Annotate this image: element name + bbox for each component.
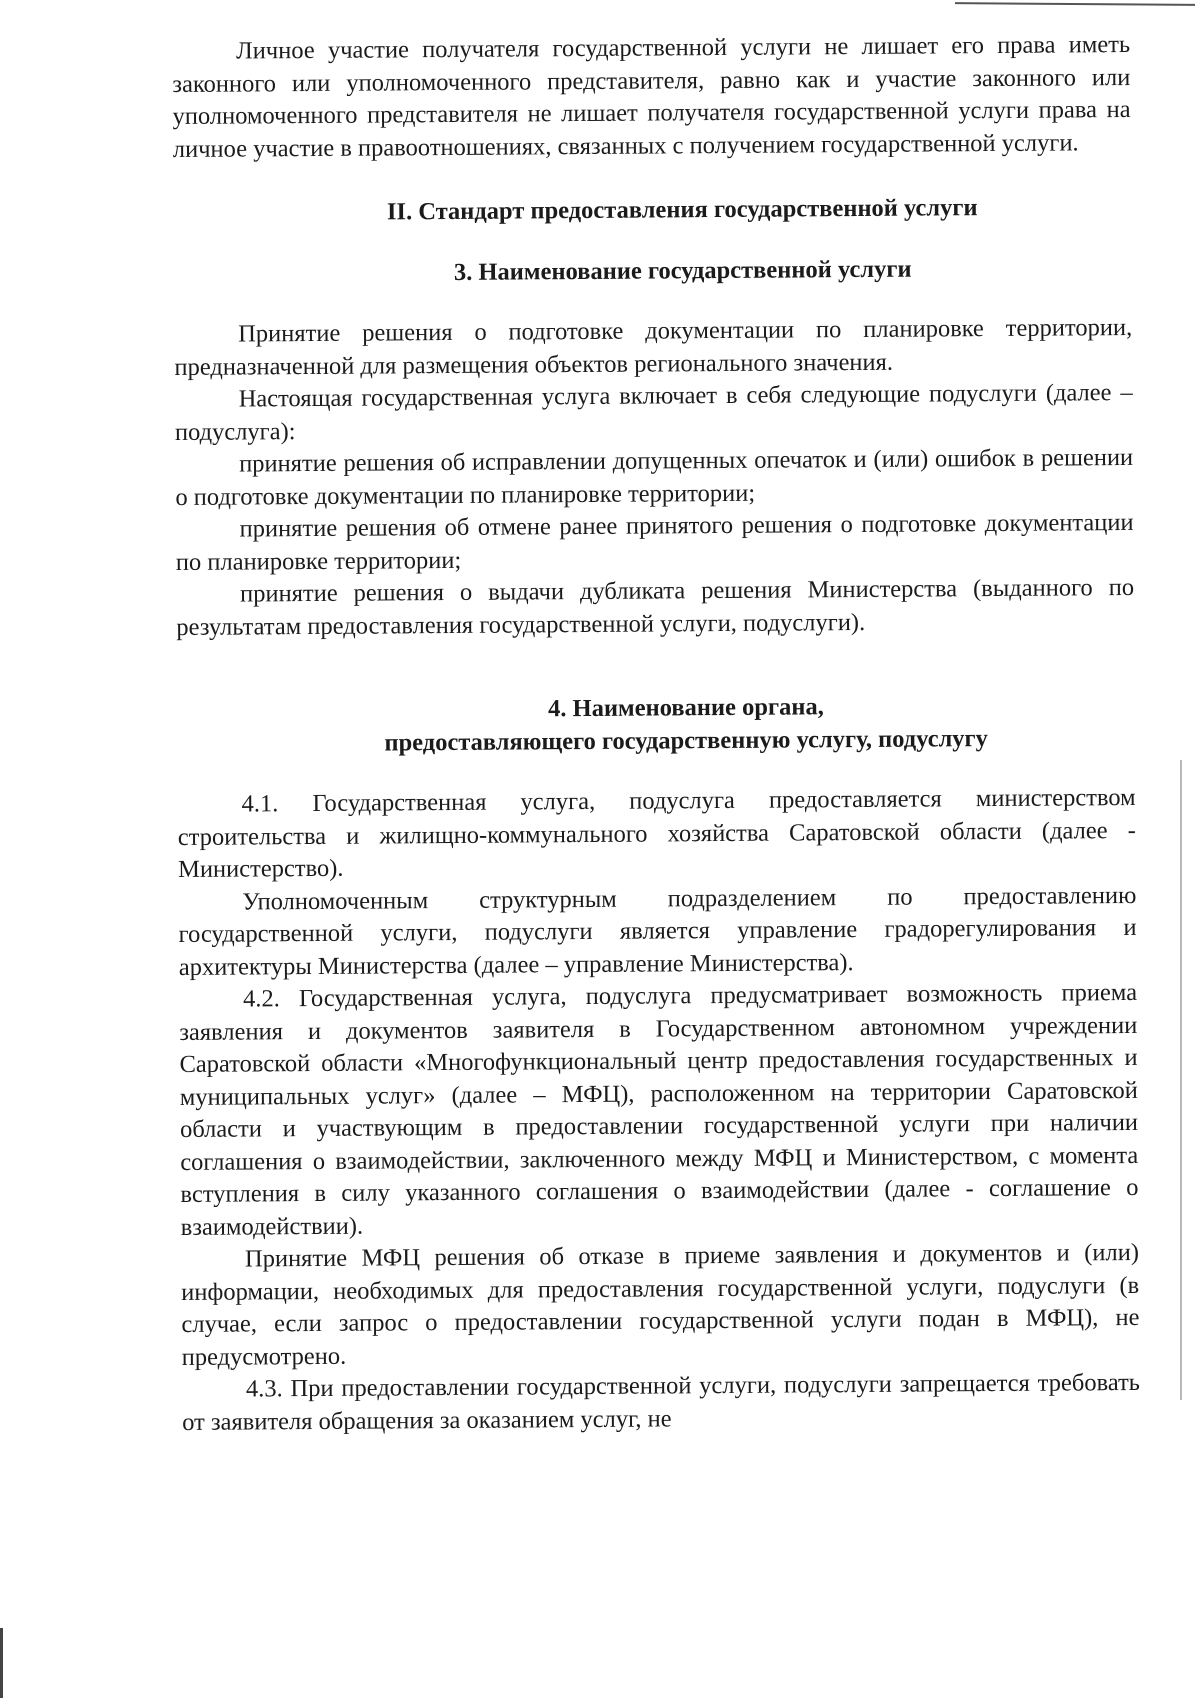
section-4-title-line-2: предоставляющего государственную услугу, подуслугу: [384, 724, 988, 756]
scan-edge-top: [955, 2, 1195, 6]
section-3-paragraph: Настоящая государственная услуга включает в себя следующие подуслуги (далее – подуслуга):: [174, 378, 1133, 446]
section-4-paragraph: Принятие МФЦ решения об отказе в приеме заявления и документов и (или) информации, необходимых для предоставления государственной услуги, подуслуги (в случае, если запрос о предоставлении государственной услуги подан в МФЦ), не предусмотрено.: [181, 1238, 1140, 1371]
section-2-title: II. Стандарт предоставления государственной услуги: [386, 194, 978, 226]
section-4-paragraph: Уполномоченным структурным подразделением по предоставлению государственной услуги, подуслуги является управление градорегулирования и архитектуры Министерства (далее – управление Министерства).: [178, 881, 1137, 981]
section-4-paragraph: 4.1. Государственная услуга, подуслуга предоставляется министерством строительства и жилищно-коммунального хозяйства Саратовской области (далее - Министерство).: [177, 783, 1136, 883]
document-body: [172, 29, 1140, 1439]
section-4-paragraph: 4.2. Государственная услуга, подуслуга предусматривает возможность приема заявления и документов заявителя в Государственном автономном учреждении Саратовской области «Многофункциональный центр предоставления государственных и муниципальных услуг» (далее – МФЦ), расположенном на территории Саратовской области и участвующим в предоставлении государственной услуги при наличии соглашения о взаимодействии, заключенного между МФЦ и Министерством, с момента вступления в силу указанного соглашения о взаимодействии (далее - соглашение о взаимодействии).: [179, 978, 1139, 1241]
scan-edge-right: [1180, 760, 1182, 1400]
section-3-paragraph: принятие решения об исправлении допущенных опечаток и (или) ошибок в решении о подготовке документации по планировке территории;: [175, 443, 1134, 511]
section-3-paragraph: принятие решения о выдачи дубликата решения Министерства (выданного по результатам предоставления государственной услуги, подуслуги).: [176, 573, 1135, 641]
section-3-title: 3. Наименование государственной услуги: [453, 255, 912, 286]
scan-edge-left: [0, 1628, 3, 1698]
section-3-paragraph: Принятие решения о подготовке документации по планировке территории, предназначенной для размещения объектов регионального значения.: [174, 313, 1133, 381]
section-4-title-line-1: 4. Наименование органа,: [547, 693, 824, 723]
intro-paragraph: Личное участие получателя государственной услуги не лишает его права иметь законного или уполномоченного представителя, равно как и участие законного или уполномоченного представителя не лишает получателя государственной услуги права на личное участие в правоотношениях, связанных с получением государственной услуги.: [172, 30, 1131, 163]
section-3-paragraph: принятие решения об отмене ранее принятого решения о подготовке документации по планировке территории;: [175, 508, 1134, 576]
section-4-paragraph: 4.3. При предоставлении государственной услуги, подуслуги запрещается требовать от заявителя обращения за оказанием услуг, не: [182, 1368, 1140, 1436]
